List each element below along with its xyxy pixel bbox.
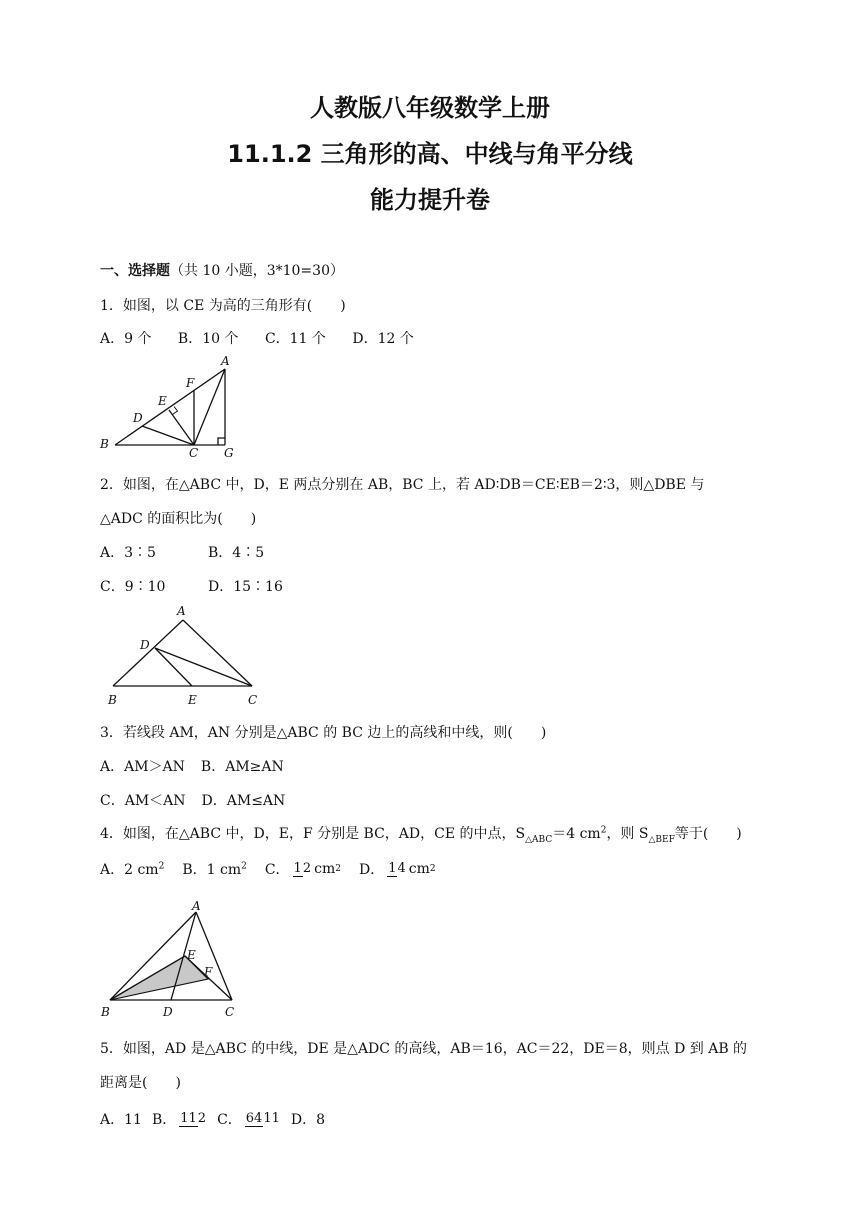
q2-option-a: A．3∶5 [100, 545, 156, 561]
q2-label-a: A [177, 604, 186, 618]
q3-options-row-2 [100, 790, 285, 810]
q5-options [100, 1100, 325, 1138]
q4-option-d-num: 1 [388, 860, 397, 876]
q2-label-c: C [248, 693, 258, 707]
q5-option-b-den: 2 [197, 1110, 207, 1126]
q4-stem-c: ，则 S [606, 826, 649, 842]
q4-stem [100, 823, 742, 845]
q4-option-d-label: D． [358, 862, 385, 878]
title-line-1: 人教版八年级数学上册 [310, 94, 550, 122]
q2-stem-line-1: 2．如图，在△ABC 中，D，E 两点分别在 AB，BC 上，若 AD∶DB＝CE∶EB＝2∶3，则△DBE 与 [100, 477, 705, 493]
q4-option-b-text: B．1 cm [182, 862, 242, 878]
q5-option-c-fraction [245, 1112, 280, 1127]
q1-label-c: C [189, 446, 199, 460]
q4-sub-abc: △ABC [525, 834, 553, 845]
q1-label-a: A [221, 355, 230, 368]
q4-options [100, 852, 436, 886]
q2-stem-line-2: △ADC 的面积比为( ) [100, 511, 257, 527]
q4-option-c-num: 1 [293, 860, 302, 876]
q4-option-b-sup: 2 [241, 861, 247, 872]
q3-option-d: D．AM≤AN [201, 793, 286, 809]
q1-figure [92, 355, 242, 460]
q5-option-c-den: 11 [263, 1110, 280, 1126]
q1-option-b: B．10 个 [177, 331, 239, 347]
q4-option-a-text: A．2 cm [100, 862, 159, 878]
q1-label-b: B [100, 437, 109, 451]
q4-option-c-sup: 2 [335, 864, 341, 874]
q4-label-f: F [204, 965, 213, 979]
q5-option-c-label: C． [217, 1112, 242, 1128]
section-note: （共 10 小题，3*10=30） [170, 263, 344, 279]
q2-option-c: C．9∶10 [100, 579, 166, 595]
q1-label-e: E [158, 394, 167, 408]
q4-figure [95, 898, 245, 1023]
q3-options-row-1 [100, 756, 284, 776]
q3-option-a: A．AM＞AN [100, 759, 185, 775]
q4-label-d: D [163, 1005, 173, 1019]
q5-option-d: D．8 [290, 1112, 326, 1128]
q4-label-e: E [187, 948, 196, 962]
q4-label-a: A [192, 899, 201, 913]
q2-options-row-2 [100, 576, 283, 596]
q4-sub-bef: △BEF [648, 834, 675, 845]
title-line-2: 11.1.2 三角形的高、中线与角平分线 [227, 140, 633, 168]
q1-option-d: D．12 个 [352, 331, 414, 347]
q5-option-b-fraction [179, 1112, 206, 1127]
q3-stem: 3．若线段 AM，AN 分别是△ABC 的 BC 边上的高线和中线，则( ) [100, 725, 547, 741]
q2-label-d: D [140, 638, 150, 652]
q3-option-b: B．AM≥AN [200, 759, 284, 775]
q4-stem-d: 等于( ) [674, 826, 742, 842]
q1-stem: 1．如图，以 CE 为高的三角形有( ) [100, 298, 346, 314]
q2-label-b: B [108, 693, 117, 707]
q3-option-c: C．AM＜AN [100, 793, 186, 809]
section-heading [100, 260, 344, 280]
q4-stem-b: ＝4 cm [552, 826, 601, 842]
q4-option-c [265, 859, 341, 879]
q5-option-c [217, 1109, 283, 1129]
q4-option-a-sup: 2 [158, 861, 165, 872]
q1-label-f: F [186, 376, 195, 390]
title-line-3: 能力提升卷 [370, 186, 490, 214]
section-title: 一、选择题 [100, 263, 170, 279]
q4-label-b: B [101, 1005, 110, 1019]
q4-option-d-sup: 2 [429, 864, 436, 874]
q4-option-c-fraction [293, 862, 312, 877]
q2-option-b: B．4∶5 [208, 545, 265, 561]
q1-options [100, 328, 436, 348]
q5-option-c-num: 64 [245, 1110, 263, 1126]
q4-stem-a: 4．如图，在△ABC 中，D，E，F 分别是 BC，AD，CE 的中点，S [100, 826, 526, 842]
q4-option-d-den: 4 [397, 860, 406, 876]
q5-option-b-num: 11 [180, 1110, 197, 1126]
q4-option-b [182, 859, 247, 879]
q4-option-d-unit: cm [408, 861, 430, 877]
q2-option-d: D．15∶16 [208, 579, 283, 595]
q4-option-c-unit: cm [314, 861, 336, 877]
q2-label-e: E [188, 693, 197, 707]
q4-option-c-den: 2 [302, 860, 312, 876]
q4-label-c: C [225, 1005, 235, 1019]
q4-option-d [359, 859, 436, 879]
q5-stem-line-1: 5．如图，AD 是△ABC 的中线，DE 是△ADC 的高线，AB＝16，AC＝22，DE＝8，则点 D 到 AB 的 [100, 1041, 748, 1057]
q1-label-g: G [224, 446, 234, 460]
q5-stem-line-2: 距离是( ) [100, 1075, 181, 1091]
q5-option-a: A．11 [100, 1112, 142, 1128]
q1-label-d: D [133, 411, 143, 425]
q1-option-c: C．11 个 [264, 331, 326, 347]
q5-option-b [152, 1109, 209, 1129]
q2-options-row-1 [100, 542, 264, 562]
q4-option-c-label: C． [264, 862, 290, 878]
q5-option-b-label: B． [151, 1112, 177, 1128]
q4-option-a [100, 859, 164, 879]
q1-option-a: A．9 个 [100, 331, 152, 347]
q4-sup-1: 2 [600, 825, 607, 836]
q2-figure [100, 600, 270, 710]
q4-option-d-fraction [387, 862, 406, 877]
